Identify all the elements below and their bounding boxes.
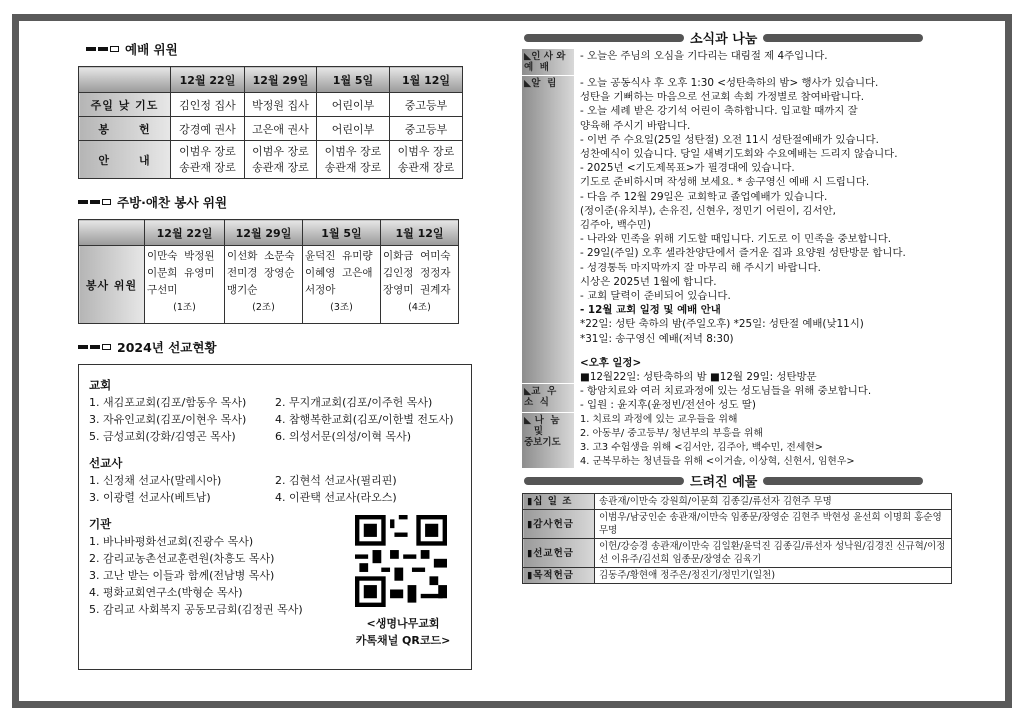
- notice-list: - 오늘 공동식사 후 오후 1:30 <성탄축하의 밤> 행사가 있습니다. 성탄을 기뻐하는 마음으로 선교회 속회 가정별로 참여바랍니다. - 오늘 세례 받은 강기석 어린이 축하합니다. 입교할 때까지 잘 양육해 주시기 바랍니다. - 이번 주 수요일(25일 성탄절) 오전 11시 성탄절예배가 있습니다. 성찬예식이 있습니다. 당일 새벽기도회와 수요예배는 드리지 않습니다. - 2025년 <기도제목표>가 필경대에 있습니다. 기도로 준비하시며 작성해 보세요. * 송구영신 예배 시 드립니다. - 다음 주 12월 29일은 교회학교 졸업예배가 있습니다. (정이준(유치부), 손유진, 신현우, 정민기 어린이, 김서안, 김주아, 백수민) - 나라와 민족을 위해 기도할 때입니다. 기도로 이 민족을 중보합니다. - 29일(주일) 오후 셀라찬양단에서 즐거운 집과 요양원 성탄방문 합니다. - 성경통독 마지막까지 잘 마무리 해 주시기 바랍니다. 시상은 2025년 1월에 합니다. - 교회 달력이 준비되어 있습니다. - 12월 교회 일정 및 예배 안내 *22일: 성탄 축하의 밤(주일오후) *25일: 성탄절 예배(낮11시) *31일: 송구영신 예배(저녁 8:30) <오후 일정> ■12월22일: 성탄축하의 밤 ■12월 29일: 성탄방문: [574, 76, 950, 384]
- date-header: 1월 12일: [390, 67, 463, 93]
- section-bullet-icon: [78, 344, 111, 350]
- table-cell: 이범우 장로 송관재 장로: [245, 141, 317, 179]
- table-cell: 이범우 장로 송관재 장로: [390, 141, 463, 179]
- title-bar: [763, 34, 923, 42]
- row-label: 봉 헌: [79, 117, 171, 141]
- list-item: 5. 감리교 사회복지 공동모금회(김정권 목사): [89, 603, 303, 616]
- table-cell: 강경예 권사: [171, 117, 245, 141]
- left-page: [66, 22, 466, 670]
- news-label: ◣알 림: [522, 76, 574, 384]
- team-cell: 윤덕진 유미량 이혜영 고은애 서정아 (3조): [303, 246, 381, 324]
- mission-box: [78, 364, 472, 670]
- team-cell: 이화금 여미숙 김인정 정정자 장영미 권계자 (4조): [381, 246, 459, 324]
- news-list: ◣인 사 와 예 배 - 오늘은 주님의 오심을 기다리는 대림절 제 4주입니다. ◣알 림 - 오늘 공동식사 후 오후 1:30 <성탄축하의 밤> 행사가 있습니다. 성탄을 기뻐하는 마음으로 선교회 속회 가정별로 참여바랍니다. - 오늘 세례 받은 강기석 어린이 축하합니다. 입교할 때까지 잘 양육해 주시기 바랍니다. - 이번 주 수요일(25일 성탄절) 오전 11시 성탄절예배가 있습니다. 성찬예식이 있습니다. 당일 새벽기도회와 수요예배는 드리지 않습니다. - 2025년 <기도제목표>가 필경대에 있습니다. 기도로 준비하시며 작성해 보세요. * 송구영신 예배 시 드립니다. - 다음 주 12월 29일은 교회학교 졸업예배가 있습니다. (정이준(유치부), 손유진, 신현우, 정민기 어린이, 김서안, 김주아, 백수민) - 나라와 민족을 위해 기도할 때입니다. 기도로 이 민족을 중보합니다. - 29일(주일) 오후 셀라찬양단에서 즐거운 집과 요양원 성탄방문 합니다. - 성경통독 마지막까지 잘 마무리 해 주시기 바랍니다. 시상은 2025년 1월에 합니다. - 교회 달력이 준비되어 있습니다. - 12월 교회 일정 및 예배 안내 *22일: 성탄 축하의 밤(주일오후) *25일: 성탄절 예배(낮11시) *31일: 송구영신 예배(저녁 8:30) <오후 일정> ■12월22일: 성탄축하의 밤 ■12월 29일: 성탄방문 ◣교 우 소 식 - 항암치료와 여러 치료과정에 있는 성도님들을 위해 중보합니다. - 입원 : 윤지후(윤정빈/전선아 성도 딸) ◣ 나 눔 및 중보기도 1. 치료의 과정에 있는 교우들을 위해 2. 아동부/ 중고등부/ 청년부의 부흥을 위해 3. 고3 수험생을 위해 <김서안, 김주아, 백수민, 전세현> 4. 군복무하는 청년들을 위해 <이거솔, 이상혁, 신현서, 임현우>: [522, 49, 950, 469]
- kitchen-table: [78, 219, 459, 324]
- date-header: 1월 5일: [317, 67, 390, 93]
- news-section-title: 소식과 나눔: [524, 28, 950, 47]
- news-label: ◣교 우 소 식: [522, 384, 574, 412]
- list-item: 1. 새김포교회(김포/함동우 목사) 2. 무지개교회(김포/이주헌 목사): [89, 396, 433, 409]
- table-corner: [79, 67, 171, 93]
- team-cell: 이만숙 박정원 이문희 유영미 구선미 (1조): [145, 246, 225, 324]
- right-page: [510, 28, 950, 584]
- table-row: ▮선교헌금 이헌/강승경 송관재/이만숙 김일환/윤덕진 김종길/류선자 성낙원/김경진 신규혁/이정선 이유주/김선희 임종문/장영순 김육기: [523, 539, 952, 568]
- news-label: ◣인 사 와 예 배: [522, 49, 574, 76]
- table-cell: 중고등부: [390, 117, 463, 141]
- section-bullet-icon: [86, 46, 119, 52]
- worship-table: [78, 66, 463, 179]
- row-label: 안 내: [79, 141, 171, 179]
- date-header: 1월 5일: [303, 220, 381, 246]
- schedule-title: - 12월 교회 일정 및 예배 안내: [580, 304, 721, 317]
- title-bar: [524, 34, 684, 42]
- news-label: ◣ 나 눔 및 중보기도: [522, 413, 574, 470]
- qr-caption: <생명나무교회 카톡채널 QR코드>: [355, 617, 451, 647]
- offering-table: [522, 493, 952, 584]
- table-cell: 박정원 집사: [245, 93, 317, 117]
- list-item: 5. 금성교회(강화/김영곤 목사) 6. 의성서문(의성/이혁 목사): [89, 430, 412, 443]
- title-bar: [524, 477, 684, 485]
- mission-section-title: 2024년 선교현황: [78, 338, 466, 356]
- table-cell: 고은애 권사: [245, 117, 317, 141]
- row-label: 주일 낮 기도: [79, 93, 171, 117]
- list-item: 4. 평화교회연구소(박형순 목사): [89, 586, 243, 599]
- kitchen-section-title: 주방·애찬 봉사 위원: [78, 193, 466, 211]
- list-item: 1. 바나바평화선교회(진광수 목사): [89, 535, 254, 548]
- section-bullet-icon: [78, 199, 111, 205]
- date-header: 12월 29일: [245, 67, 317, 93]
- table-cell: 중고등부: [390, 93, 463, 117]
- table-corner: [79, 220, 145, 246]
- list-item: 1. 신정채 선교사(말레시아) 2. 김현석 선교사(필리핀): [89, 474, 397, 487]
- list-item: 2. 감리교농촌선교훈련원(차흥도 목사): [89, 552, 275, 565]
- org-heading: 기관: [89, 517, 112, 531]
- row-label: 봉사 위원: [79, 246, 145, 324]
- table-cell: 이범우 장로 송관재 장로: [317, 141, 390, 179]
- table-cell: 어린이부: [317, 93, 390, 117]
- church-heading: 교회: [89, 378, 112, 392]
- table-cell: 이범우 장로 송관재 장로: [171, 141, 245, 179]
- qr-code-icon: [355, 515, 447, 607]
- missionary-heading: 선교사: [89, 456, 123, 470]
- offering-section-title: 드려진 예물: [524, 471, 950, 490]
- date-header: 1월 12일: [381, 220, 459, 246]
- worship-section-title: 예배 위원: [86, 40, 466, 58]
- date-header: 12월 22일: [171, 67, 245, 93]
- list-item: 3. 고난 받는 이들과 함께(전남병 목사): [89, 569, 275, 582]
- list-item: 3. 자유인교회(김포/이현우 목사) 4. 참행복한교회(김포/이한별 전도사): [89, 413, 454, 426]
- table-row: ▮목적헌금 김동주/황현애 정주은/정진기/정민기(일천): [523, 568, 952, 584]
- table-cell: 김인정 집사: [171, 93, 245, 117]
- date-header: 12월 29일: [225, 220, 303, 246]
- team-cell: 이선화 소문숙 전미경 장영순 맹기순 (2조): [225, 246, 303, 324]
- table-row: ▮십 일 조 송관재/이만숙 강원희/이문희 김종길/류선자 김현주 무명: [523, 494, 952, 510]
- date-header: 12월 22일: [145, 220, 225, 246]
- afternoon-title: <오후 일정>: [580, 356, 642, 369]
- table-cell: 어린이부: [317, 117, 390, 141]
- title-bar: [763, 477, 923, 485]
- table-row: ▮감사헌금 이범우/남궁인순 송관재/이만숙 임종문/장영순 김현주 박현성 윤선희 이명희 홍순영 무명: [523, 510, 952, 539]
- list-item: 3. 이광렬 선교사(베트남) 4. 이관택 선교사(라오스): [89, 491, 397, 504]
